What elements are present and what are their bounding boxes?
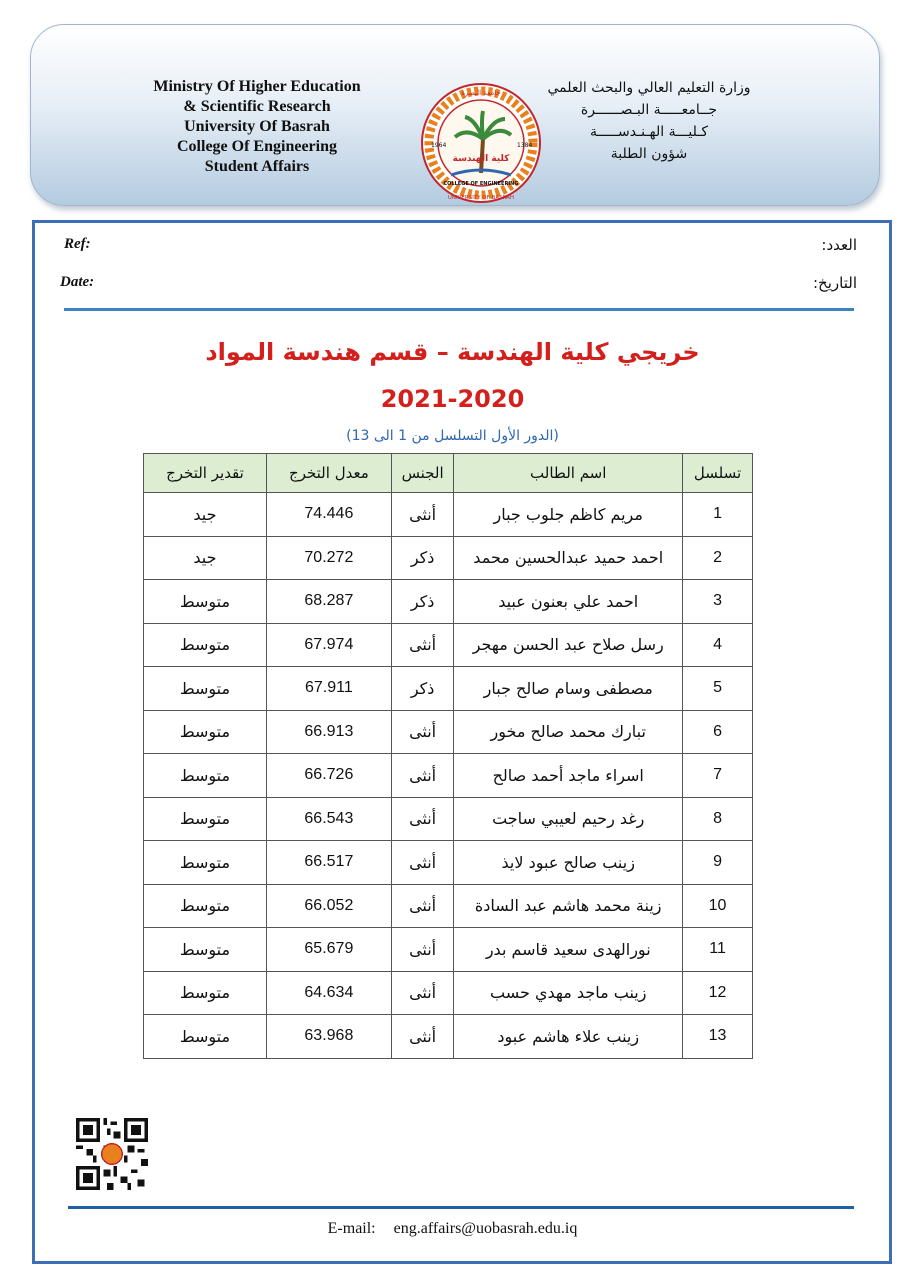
cell-grade: جيد	[144, 493, 267, 537]
cell-name: زينة محمد هاشم عبد السادة	[454, 884, 683, 928]
table-row	[144, 710, 753, 754]
letterhead	[30, 24, 880, 206]
cell-gender: أنثى	[391, 841, 453, 885]
cell-name: زينب صالح عبود لايذ	[454, 841, 683, 885]
cell-name: اسراء ماجد أحمد صالح	[454, 754, 683, 798]
table-row	[144, 971, 753, 1015]
college-line-ar: كـليـــة الهـنـدســـــة	[589, 124, 708, 140]
cell-seq: 13	[683, 1015, 753, 1059]
cell-average: 67.974	[266, 623, 391, 667]
cell-seq: 7	[683, 754, 753, 798]
cell-grade: متوسط	[144, 928, 267, 972]
cell-average: 66.726	[266, 754, 391, 798]
cell-gender: ذكر	[391, 580, 453, 624]
cell-grade: متوسط	[144, 1015, 267, 1059]
english-letterhead	[131, 77, 383, 177]
cell-seq: 12	[683, 971, 753, 1015]
university-line: University Of Basrah	[184, 118, 330, 135]
cell-grade: جيد	[144, 536, 267, 580]
cell-average: 63.968	[266, 1015, 391, 1059]
cell-grade: متوسط	[144, 580, 267, 624]
cell-seq: 9	[683, 841, 753, 885]
cell-average: 74.446	[266, 493, 391, 537]
cell-average: 70.272	[266, 536, 391, 580]
footer-divider	[68, 1206, 854, 1209]
cell-name: زينب علاء هاشم عبود	[454, 1015, 683, 1059]
cell-grade: متوسط	[144, 971, 267, 1015]
table-row	[144, 884, 753, 928]
cell-gender: ذكر	[391, 667, 453, 711]
cell-average: 66.052	[266, 884, 391, 928]
cell-name: مصطفى وسام صالح جبار	[454, 667, 683, 711]
cell-seq: 10	[683, 884, 753, 928]
cell-seq: 2	[683, 536, 753, 580]
logo-center-text: كلية الهندسة	[452, 154, 510, 164]
header-grade: تقدير التخرج	[144, 454, 267, 493]
cell-name: احمد حميد عبدالحسين محمد	[454, 536, 683, 580]
logo-bottom-text: UNIVERSITY OF BASRAH	[447, 195, 515, 201]
cell-gender: أنثى	[391, 710, 453, 754]
logo-year-left: 1964	[431, 142, 447, 149]
cell-seq: 8	[683, 797, 753, 841]
cell-name: رسل صلاح عبد الحسن مهجر	[454, 623, 683, 667]
cell-average: 67.911	[266, 667, 391, 711]
email-address: eng.affairs@uobasrah.edu.iq	[393, 1220, 578, 1237]
logo-year-right: 1384	[517, 142, 533, 149]
ref-label-ar: العدد:	[821, 236, 857, 254]
graduates-table	[143, 453, 753, 1059]
university-line-ar: جــامعـــــة البـصــــــرة	[580, 102, 718, 118]
logo-ring-text: COLLEGE OF ENGINEERING	[443, 181, 519, 187]
department-line-ar: شؤون الطلبة	[610, 146, 688, 162]
email-label: E-mail:	[327, 1220, 376, 1237]
cell-grade: متوسط	[144, 797, 267, 841]
cell-gender: أنثى	[391, 1015, 453, 1059]
cell-gender: أنثى	[391, 928, 453, 972]
logo-top-text: جامعة البصرة	[461, 89, 501, 97]
cell-name: احمد علي بعنون عبيد	[454, 580, 683, 624]
cell-gender: أنثى	[391, 493, 453, 537]
cell-average: 65.679	[266, 928, 391, 972]
cell-average: 68.287	[266, 580, 391, 624]
table-row	[144, 580, 753, 624]
cell-seq: 4	[683, 623, 753, 667]
page-subtitle: (الدور الأول التسلسل من 1 الى 13)	[346, 428, 559, 444]
cell-gender: أنثى	[391, 971, 453, 1015]
cell-name: زينب ماجد مهدي حسب	[454, 971, 683, 1015]
header-name: اسم الطالب	[454, 454, 683, 493]
cell-average: 66.543	[266, 797, 391, 841]
table-row	[144, 623, 753, 667]
cell-gender: أنثى	[391, 754, 453, 798]
cell-seq: 6	[683, 710, 753, 754]
cell-gender: ذكر	[391, 536, 453, 580]
table-row	[144, 667, 753, 711]
cell-average: 66.517	[266, 841, 391, 885]
table-row	[144, 841, 753, 885]
cell-seq: 3	[683, 580, 753, 624]
qr-code	[76, 1118, 148, 1190]
date-label: Date:	[60, 274, 95, 290]
table-row	[144, 754, 753, 798]
cell-seq: 11	[683, 928, 753, 972]
academic-year: 2021-2020	[380, 385, 525, 413]
page-title: خريجي كلية الهندسة – قسم هندسة المواد	[205, 338, 700, 366]
cell-grade: متوسط	[144, 623, 267, 667]
header-average: معدل التخرج	[266, 454, 391, 493]
college-line: College Of Engineering	[177, 138, 337, 155]
header-seq: تسلسل	[683, 454, 753, 493]
cell-name: تبارك محمد صالح مخور	[454, 710, 683, 754]
department-line: Student Affairs	[204, 158, 310, 175]
ref-label: Ref:	[64, 236, 91, 252]
cell-grade: متوسط	[144, 710, 267, 754]
cell-name: نورالهدى سعيد قاسم بدر	[454, 928, 683, 972]
table-header-row	[144, 454, 753, 493]
arabic-letterhead	[509, 77, 789, 165]
cell-gender: أنثى	[391, 797, 453, 841]
cell-seq: 1	[683, 493, 753, 537]
header-gender: الجنس	[391, 454, 453, 493]
cell-average: 64.634	[266, 971, 391, 1015]
ministry-line-ar: وزارة التعليم العالي والبحث العلمي	[547, 80, 751, 96]
table-row	[144, 536, 753, 580]
cell-grade: متوسط	[144, 841, 267, 885]
cell-average: 66.913	[266, 710, 391, 754]
date-label-ar: التاريخ:	[813, 274, 857, 292]
cell-grade: متوسط	[144, 884, 267, 928]
cell-grade: متوسط	[144, 754, 267, 798]
table-row	[144, 797, 753, 841]
table-row	[144, 493, 753, 537]
cell-seq: 5	[683, 667, 753, 711]
cell-gender: أنثى	[391, 623, 453, 667]
cell-name: رغد رحيم لعيبي ساجت	[454, 797, 683, 841]
cell-name: مريم كاظم جلوب جبار	[454, 493, 683, 537]
cell-grade: متوسط	[144, 667, 267, 711]
cell-gender: أنثى	[391, 884, 453, 928]
table-row	[144, 928, 753, 972]
ministry-line: Ministry Of Higher Education	[153, 78, 361, 95]
header-divider	[64, 308, 854, 311]
ministry-line-2: & Scientific Research	[183, 98, 331, 115]
table-row	[144, 1015, 753, 1059]
contact-email	[0, 1220, 905, 1238]
